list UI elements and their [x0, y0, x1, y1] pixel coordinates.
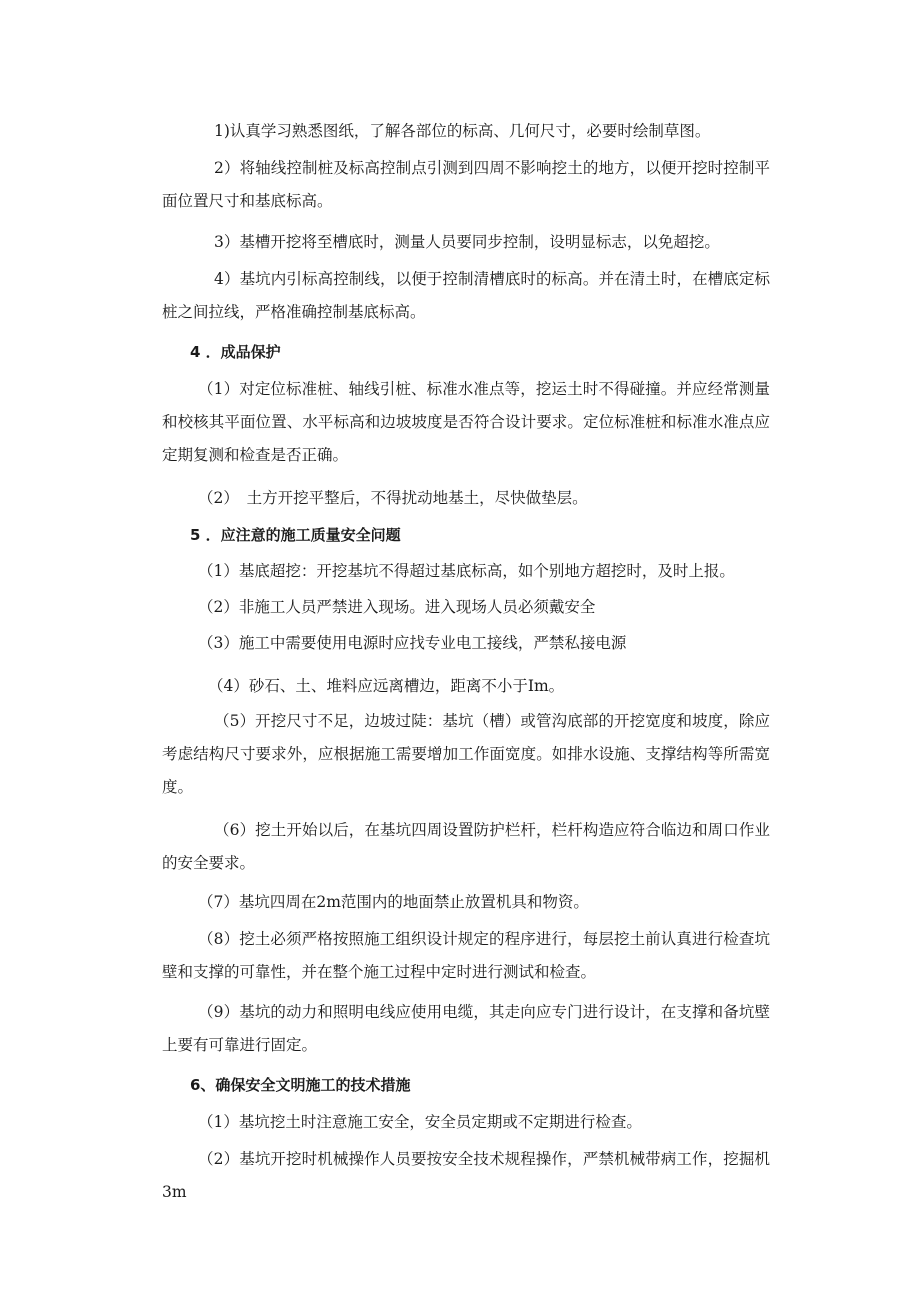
para-5-4: （4）砂石、土、堆料应远离槽边，距离不小于Im。: [208, 677, 565, 695]
para-5-6: （6）挖土开始以后，在基坑四周设置防护栏杆，栏杆构造应符合临边和周口作业的安全要求。: [162, 821, 770, 872]
heading-6: 6、确保安全文明施工的技术措施: [190, 1076, 411, 1094]
para-5-1: （1）基底超挖：开挖基坑不得超过基底标高，如个别地方超挖时，及时上报。: [198, 562, 735, 580]
para-5-8: （8）挖土必须严格按照施工组织设计规定的程序进行，每层挖土前认真进行检查坑壁和支撑的可靠性，并在整个施工过程中定时进行测试和检查。: [162, 930, 770, 981]
para-5-2: （2）非施工人员严禁进入现场。进入现场人员必须戴安全: [198, 598, 596, 616]
heading-5: 5 ．应注意的施工质量安全问题: [190, 526, 401, 544]
para-1: 1)认真学习熟悉图纸，了解各部位的标高、几何尺寸，必要时绘制草图。: [214, 122, 711, 140]
para-5-9: （9）基坑的动力和照明电线应使用电缆，其走向应专门进行设计，在支撑和备坑壁上要有可靠进行固定。: [162, 1003, 770, 1054]
heading-4: 4 ．成品保护: [190, 343, 281, 361]
para-5-7: （7）基坑四周在2m范围内的地面禁止放置机具和物资。: [198, 893, 589, 911]
para-4-1: （1）对定位标准桩、轴线引桩、标准水准点等，挖运土时不得碰撞。并应经常测量和校核其平面位置、水平标高和边坡坡度是否符合设计要求。定位标准桩和标准水准点应定期复测和检查是否正确。: [162, 380, 770, 464]
para-5-3: （3）施工中需要使用电源时应找专业电工接线，严禁私接电源: [198, 634, 627, 652]
para-4: 4）基坑内引标高控制线，以便于控制清槽底时的标高。并在清土时，在槽底定标桩之间拉线，严格准确控制基底标高。: [162, 270, 770, 321]
para-5-5: （5）开挖尺寸不足，边坡过陡：基坑（槽）或管沟底部的开挖宽度和坡度，除应考虑结构尺寸要求外，应根据施工需要增加工作面宽度。如排水设施、支撑结构等所需宽度。: [162, 712, 770, 796]
para-3: 3）基槽开挖将至槽底时，测量人员要同步控制，设明显标志，以免超挖。: [214, 233, 720, 251]
para-4-2: （2） 土方开挖平整后，不得扰动地基土，尽快做垫层。: [198, 489, 588, 507]
para-6-2: （2）基坑开挖时机械操作人员要按安全技术规程操作，严禁机械带病工作，挖掘机3m: [162, 1150, 770, 1201]
para-2: 2）将轴线控制桩及标高控制点引测到四周不影响挖土的地方，以便开挖时控制平面位置尺寸和基底标高。: [162, 159, 770, 210]
para-6-1: （1）基坑挖土时注意施工安全，安全员定期或不定期进行检查。: [198, 1113, 642, 1131]
